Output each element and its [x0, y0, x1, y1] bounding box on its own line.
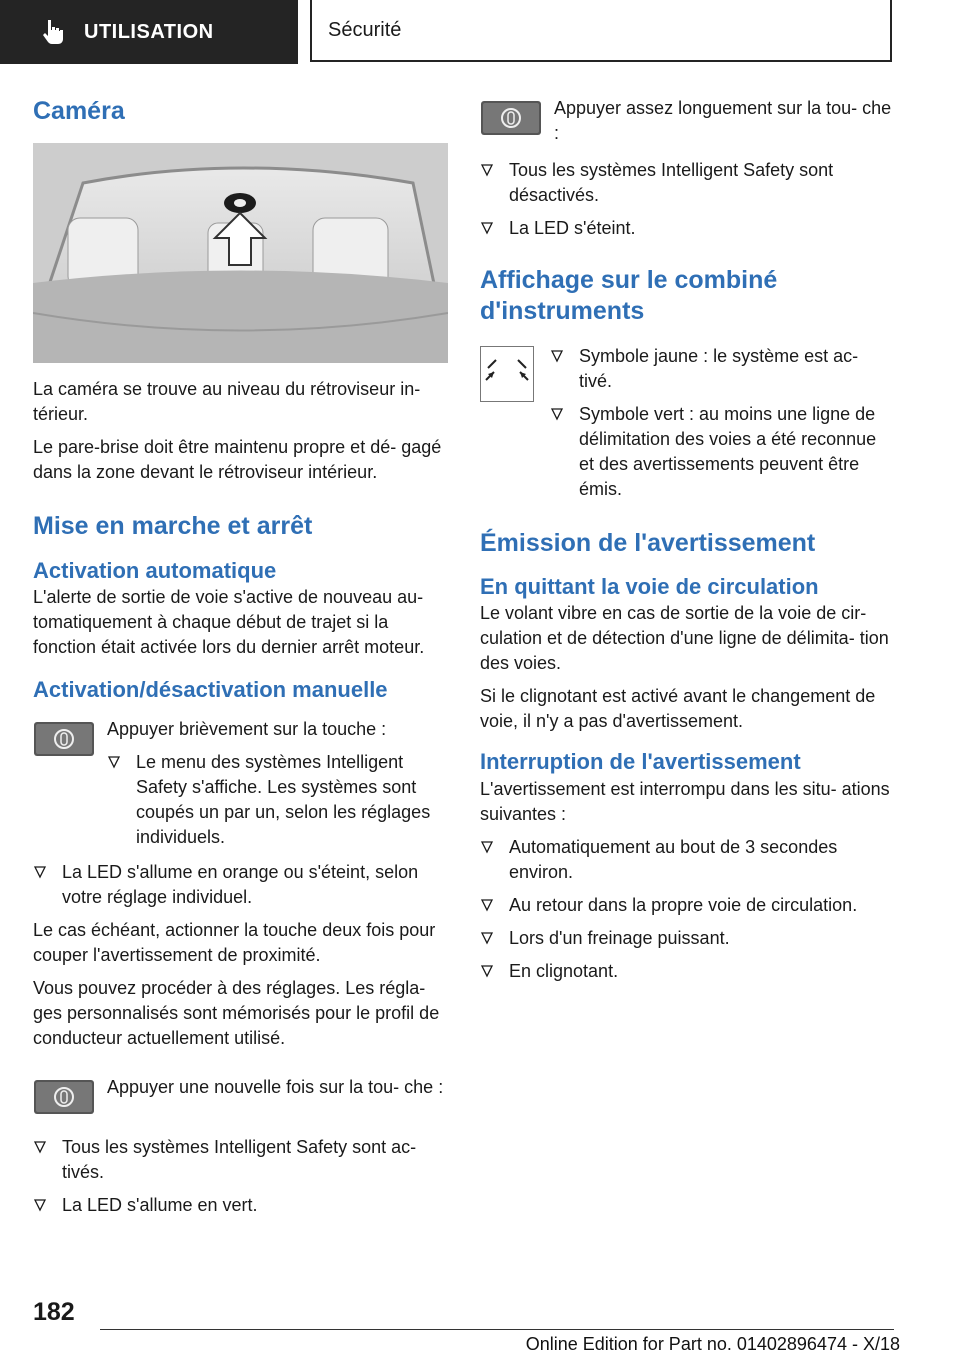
- list-item-text: En clignotant.: [509, 960, 619, 981]
- manual-activation-heading: Activation/désactivation manuelle: [33, 677, 388, 703]
- section-title: UTILISATION: [84, 20, 214, 43]
- footer-edition: Online Edition for Part no. 01402896474 - X/18: [525, 1334, 900, 1354]
- list-item: [480, 835, 894, 885]
- leaving-lane-paragraph-1: Le volant vibre en cas de sortie de la voie de cir- culation et de détection d'une ligne de délimita- tion des voies.: [480, 603, 889, 674]
- list-item: [480, 959, 894, 984]
- intelligent-safety-button-icon: [33, 1079, 95, 1115]
- bullet-triangle-icon: [550, 406, 564, 422]
- camera-paragraph-1: La caméra se trouve au niveau du rétroviseur in- térieur.: [33, 379, 421, 425]
- list-item: [480, 893, 894, 918]
- interrupt-paragraph: L'avertissement est interrompu dans les situ- ations suivantes :: [480, 778, 890, 824]
- display-heading: Affichage sur le combiné d'instruments: [480, 266, 778, 326]
- auto-activation-heading: Activation automatique: [33, 557, 277, 583]
- bullet-triangle-icon: [107, 754, 121, 770]
- settings-paragraph: Vous pouvez procéder à des réglages. Les régla- ges personnalisés sont mémorisés pour le profil de conducteur actuellement utilisé.: [33, 977, 440, 1048]
- auto-activation-paragraph: L'alerte de sortie de voie s'active de nouveau au- tomatiquement à chaque début de trajet si la fonction était activée lors du dernier arrêt moteur.: [33, 587, 425, 658]
- left-column: [33, 96, 448, 1218]
- onoff-heading: Mise en marche et arrêt: [33, 512, 313, 541]
- camera-paragraph-2: Le pare-brise doit être maintenu propre et dé- gagé dans la zone devant le rétroviseur intérieur.: [33, 437, 442, 483]
- bullet-triangle-icon: [480, 162, 494, 178]
- list-item-text: Symbole jaune : le système est ac- tivé.: [579, 345, 859, 391]
- warning-heading: Émission de l'avertissement: [480, 528, 816, 557]
- subsection-tab: [310, 0, 892, 62]
- list-item: [550, 344, 894, 394]
- intelligent-safety-button-icon: [480, 100, 542, 136]
- hand-pointer-icon: [42, 19, 64, 45]
- list-item-text: La LED s'éteint.: [509, 218, 636, 238]
- subsection-title: Sécurité: [328, 18, 402, 41]
- page-number: 182: [33, 1298, 75, 1326]
- list-item-text: Tous les systèmes Intelligent Safety sont désactivés.: [509, 160, 834, 205]
- list-item-text: Au retour dans la propre voie de circulation.: [509, 894, 858, 915]
- leaving-lane-paragraph-2: Si le clignotant est activé avant le changement de voie, il n'y a pas d'avertissement.: [480, 686, 876, 732]
- bullet-triangle-icon: [480, 897, 494, 913]
- header-section-tab: [0, 0, 298, 64]
- list-item-text: Automatiquement au bout de 3 secondes environ.: [509, 836, 838, 882]
- case-paragraph: Le cas échéant, actionner la touche deux fois pour couper l'avertissement de proximité.: [33, 919, 436, 965]
- list-item-text: Le menu des systèmes Intelligent Safety s'affiche. Les systèmes sont coupés un par un, selon les réglages individuels.: [136, 751, 431, 847]
- list-item: [480, 926, 894, 951]
- interrupt-heading: Interruption de l'avertissement: [480, 749, 801, 775]
- bullet-triangle-icon: [480, 930, 494, 946]
- list-item-text: La LED s'allume en orange ou s'éteint, selon votre réglage individuel.: [62, 861, 419, 907]
- bullet-triangle-icon: [480, 839, 494, 855]
- key-instruction-short-press: [33, 717, 448, 850]
- bullet-triangle-icon: [33, 864, 47, 880]
- list-item: [550, 402, 894, 502]
- bullet-triangle-icon: [480, 963, 494, 979]
- list-item: [33, 1135, 448, 1185]
- list-item: [33, 1193, 448, 1218]
- intelligent-safety-button-icon: [33, 721, 95, 757]
- bullet-triangle-icon: [550, 348, 564, 364]
- leaving-lane-heading: En quittant la voie de circulation: [480, 573, 819, 599]
- short-press-text: Appuyer brièvement sur la touche :: [107, 718, 387, 739]
- camera-location-photo: [33, 143, 448, 363]
- list-item: [480, 216, 894, 241]
- long-press-text: Appuyer assez longuement sur la tou- che :: [554, 98, 892, 143]
- bullet-triangle-icon: [480, 220, 494, 236]
- key-instruction-long-press: [480, 96, 894, 150]
- key-instruction-press-again: [33, 1075, 448, 1129]
- lane-departure-symbol-icon: [480, 346, 534, 402]
- list-item-text: Lors d'un freinage puissant.: [509, 927, 730, 948]
- bullet-triangle-icon: [33, 1139, 47, 1155]
- press-again-text: Appuyer une nouvelle fois sur la tou- che :: [107, 1076, 444, 1097]
- list-item-text: Symbole vert : au moins une ligne de délimitation des voies a été reconnue et des avertissements peuvent être émis.: [579, 403, 877, 499]
- list-item: [107, 750, 448, 850]
- list-item-text: Tous les systèmes Intelligent Safety sont ac- tivés.: [62, 1136, 417, 1182]
- camera-heading: Caméra: [33, 97, 125, 125]
- list-item-text: La LED s'allume en vert.: [62, 1194, 258, 1215]
- list-item: [33, 860, 448, 910]
- right-column: [480, 96, 894, 984]
- lane-symbol-list: [480, 344, 894, 502]
- bullet-triangle-icon: [33, 1197, 47, 1213]
- list-item: [480, 158, 894, 208]
- footer-divider: [100, 1329, 894, 1330]
